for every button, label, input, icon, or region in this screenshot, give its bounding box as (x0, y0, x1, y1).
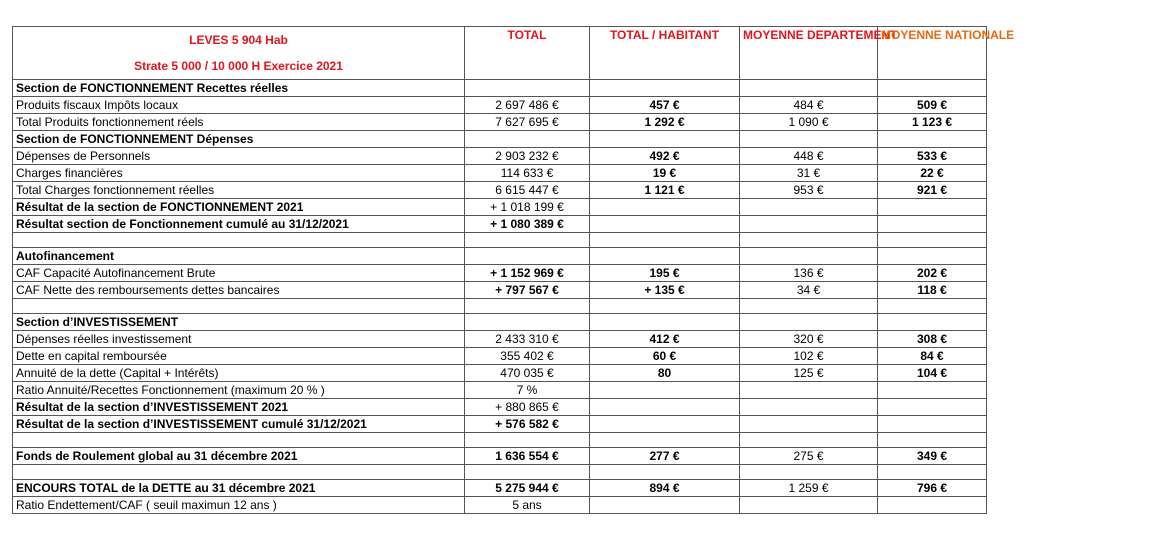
row-label: ENCOURS TOTAL de la DETTE au 31 décembre 2021 (13, 480, 465, 497)
cell-total-habitant (590, 314, 740, 331)
table-row (13, 165, 987, 182)
finance-table (12, 26, 1015, 514)
row-label: Section de FONCTIONNEMENT Recettes réelles (13, 80, 465, 97)
cell-moyenne-nationale (878, 497, 987, 514)
row-label: Total Charges fonctionnement réelles (13, 182, 465, 199)
cell-total: 114 633 € (465, 165, 590, 182)
row-label: Section de FONCTIONNEMENT Dépenses (13, 131, 465, 148)
row-label: Charges financières (13, 165, 465, 182)
cell-moyenne-nationale: 308 € (878, 331, 987, 348)
cell-total (465, 465, 590, 480)
table-title (13, 27, 465, 80)
cell-moyenne-nationale (878, 248, 987, 265)
cell-moyenne-departement (740, 233, 878, 248)
blank-row (13, 233, 987, 248)
cell-total: 2 697 486 € (465, 97, 590, 114)
cell-total: 470 035 € (465, 365, 590, 382)
cell-moyenne-departement: 484 € (740, 97, 878, 114)
cell-total-habitant: 1 121 € (590, 182, 740, 199)
table-row (13, 97, 987, 114)
row-label: Ratio Endettement/CAF ( seuil maximun 12 ans ) (13, 497, 465, 514)
table-row (13, 148, 987, 165)
cell-moyenne-nationale: 796 € (878, 480, 987, 497)
cell-moyenne-departement (740, 416, 878, 433)
cell-total-habitant: 195 € (590, 265, 740, 282)
cell-moyenne-departement: 275 € (740, 448, 878, 465)
cell-total (465, 314, 590, 331)
cell-total: 2 433 310 € (465, 331, 590, 348)
blank-row (13, 465, 987, 480)
table-row (13, 416, 987, 433)
table-row (13, 448, 987, 465)
table-row (13, 365, 987, 382)
title-line1: LEVES 5 904 Hab (189, 33, 288, 47)
cell-total-habitant: 277 € (590, 448, 740, 465)
header-moyenne-nationale: MOYENNE NATIONALE (878, 27, 987, 80)
row-label: Annuité de la dette (Capital + Intérêts) (13, 365, 465, 382)
cell-moyenne-nationale (878, 233, 987, 248)
cell-moyenne-nationale: 84 € (878, 348, 987, 365)
cell-moyenne-nationale (878, 465, 987, 480)
cell-moyenne-nationale: 1 123 € (878, 114, 987, 131)
table-row (13, 282, 987, 299)
cell-moyenne-departement (740, 80, 878, 97)
cell-moyenne-nationale (878, 299, 987, 314)
table-row (13, 399, 987, 416)
cell-moyenne-departement (740, 216, 878, 233)
cell-moyenne-departement (740, 433, 878, 448)
cell-total: 355 402 € (465, 348, 590, 365)
cell-moyenne-departement (740, 199, 878, 216)
cell-total-habitant: 412 € (590, 331, 740, 348)
cell-moyenne-departement (740, 382, 878, 399)
cell-total-habitant (590, 497, 740, 514)
table-row (13, 248, 987, 265)
table-row (13, 199, 987, 216)
cell-total-habitant: 894 € (590, 480, 740, 497)
cell-moyenne-departement: 953 € (740, 182, 878, 199)
cell-moyenne-nationale: 921 € (878, 182, 987, 199)
cell-moyenne-departement: 125 € (740, 365, 878, 382)
cell-total: + 1 080 389 € (465, 216, 590, 233)
cell-total: 7 627 695 € (465, 114, 590, 131)
cell-total-habitant (590, 433, 740, 448)
cell-moyenne-nationale (878, 382, 987, 399)
cell-moyenne-departement (740, 399, 878, 416)
row-label: Autofinancement (13, 248, 465, 265)
table-row (13, 331, 987, 348)
row-label (13, 465, 465, 480)
cell-total: 5 ans (465, 497, 590, 514)
cell-moyenne-departement: 34 € (740, 282, 878, 299)
cell-total (465, 233, 590, 248)
cell-total: + 576 582 € (465, 416, 590, 433)
cell-total (465, 131, 590, 148)
cell-total-habitant: 19 € (590, 165, 740, 182)
cell-total-habitant (590, 248, 740, 265)
cell-moyenne-nationale (878, 199, 987, 216)
header-total: TOTAL (465, 27, 590, 80)
cell-moyenne-departement: 31 € (740, 165, 878, 182)
table-row (13, 497, 987, 514)
cell-total-habitant (590, 299, 740, 314)
cell-total: 2 903 232 € (465, 148, 590, 165)
cell-moyenne-departement: 448 € (740, 148, 878, 165)
cell-moyenne-departement (740, 465, 878, 480)
cell-total: 7 % (465, 382, 590, 399)
cell-total: + 1 018 199 € (465, 199, 590, 216)
table-row (13, 314, 987, 331)
cell-moyenne-departement: 320 € (740, 331, 878, 348)
cell-moyenne-departement (740, 314, 878, 331)
cell-moyenne-nationale (878, 80, 987, 97)
table-row (13, 265, 987, 282)
table-row (13, 114, 987, 131)
row-label: Résultat de la section de FONCTIONNEMENT 2021 (13, 199, 465, 216)
cell-total-habitant (590, 216, 740, 233)
cell-total: + 1 152 969 € (465, 265, 590, 282)
row-label: Résultat de la section d’INVESTISSEMENT cumulé 31/12/2021 (13, 416, 465, 433)
row-label (13, 433, 465, 448)
row-label: Ratio Annuité/Recettes Fonctionnement (maximum 20 % ) (13, 382, 465, 399)
row-label: Résultat de la section d’INVESTISSEMENT 2021 (13, 399, 465, 416)
cell-total: 6 615 447 € (465, 182, 590, 199)
cell-moyenne-nationale (878, 433, 987, 448)
cell-total-habitant: 1 292 € (590, 114, 740, 131)
cell-total-habitant (590, 465, 740, 480)
cell-moyenne-departement: 136 € (740, 265, 878, 282)
cell-total-habitant: 457 € (590, 97, 740, 114)
cell-moyenne-departement: 1 090 € (740, 114, 878, 131)
cell-moyenne-nationale: 533 € (878, 148, 987, 165)
row-label: CAF Nette des remboursements dettes bancaires (13, 282, 465, 299)
cell-moyenne-nationale: 22 € (878, 165, 987, 182)
cell-total (465, 248, 590, 265)
row-label (13, 299, 465, 314)
cell-total-habitant (590, 131, 740, 148)
row-label: Produits fiscaux Impôts locaux (13, 97, 465, 114)
cell-total: 5 275 944 € (465, 480, 590, 497)
header-moyenne-departement: MOYENNE DEPARTEMENT (740, 27, 878, 80)
table-row (13, 216, 987, 233)
cell-moyenne-nationale: 202 € (878, 265, 987, 282)
table-row (13, 382, 987, 399)
cell-moyenne-departement (740, 299, 878, 314)
cell-total: 1 636 554 € (465, 448, 590, 465)
table-row (13, 80, 987, 97)
table-row (13, 480, 987, 497)
cell-moyenne-nationale: 349 € (878, 448, 987, 465)
row-label: Résultat section de Fonctionnement cumulé au 31/12/2021 (13, 216, 465, 233)
cell-total-habitant (590, 416, 740, 433)
cell-moyenne-nationale (878, 216, 987, 233)
header-total-habitant: TOTAL / HABITANT (590, 27, 740, 80)
cell-total: + 797 567 € (465, 282, 590, 299)
cell-moyenne-departement: 102 € (740, 348, 878, 365)
table-row (13, 131, 987, 148)
row-label: Dépenses de Personnels (13, 148, 465, 165)
header-row (13, 27, 987, 80)
table-row (13, 182, 987, 199)
cell-total-habitant: 492 € (590, 148, 740, 165)
cell-moyenne-nationale: 509 € (878, 97, 987, 114)
row-label: Dépenses réelles investissement (13, 331, 465, 348)
cell-moyenne-departement: 1 259 € (740, 480, 878, 497)
cell-moyenne-departement (740, 497, 878, 514)
cell-total (465, 433, 590, 448)
cell-total-habitant (590, 382, 740, 399)
row-label: Section d’INVESTISSEMENT (13, 314, 465, 331)
row-label: Fonds de Roulement global au 31 décembre 2021 (13, 448, 465, 465)
cell-total-habitant: 80 (590, 365, 740, 382)
cell-total: + 880 865 € (465, 399, 590, 416)
title-line2: Strate 5 000 / 10 000 H Exercice 2021 (134, 59, 343, 73)
blank-row (13, 299, 987, 314)
cell-moyenne-nationale: 118 € (878, 282, 987, 299)
cell-moyenne-nationale (878, 416, 987, 433)
cell-total-habitant (590, 399, 740, 416)
row-label: Dette en capital remboursée (13, 348, 465, 365)
row-label (13, 233, 465, 248)
cell-moyenne-nationale (878, 399, 987, 416)
cell-moyenne-nationale (878, 314, 987, 331)
cell-total-habitant (590, 233, 740, 248)
blank-row (13, 433, 987, 448)
cell-total-habitant (590, 80, 740, 97)
table-row (13, 348, 987, 365)
cell-total-habitant (590, 199, 740, 216)
row-label: Total Produits fonctionnement réels (13, 114, 465, 131)
cell-total-habitant: + 135 € (590, 282, 740, 299)
cell-moyenne-nationale (878, 131, 987, 148)
row-label: CAF Capacité Autofinancement Brute (13, 265, 465, 282)
cell-moyenne-departement (740, 248, 878, 265)
cell-moyenne-departement (740, 131, 878, 148)
cell-total-habitant: 60 € (590, 348, 740, 365)
cell-total (465, 299, 590, 314)
cell-total (465, 80, 590, 97)
cell-moyenne-nationale: 104 € (878, 365, 987, 382)
